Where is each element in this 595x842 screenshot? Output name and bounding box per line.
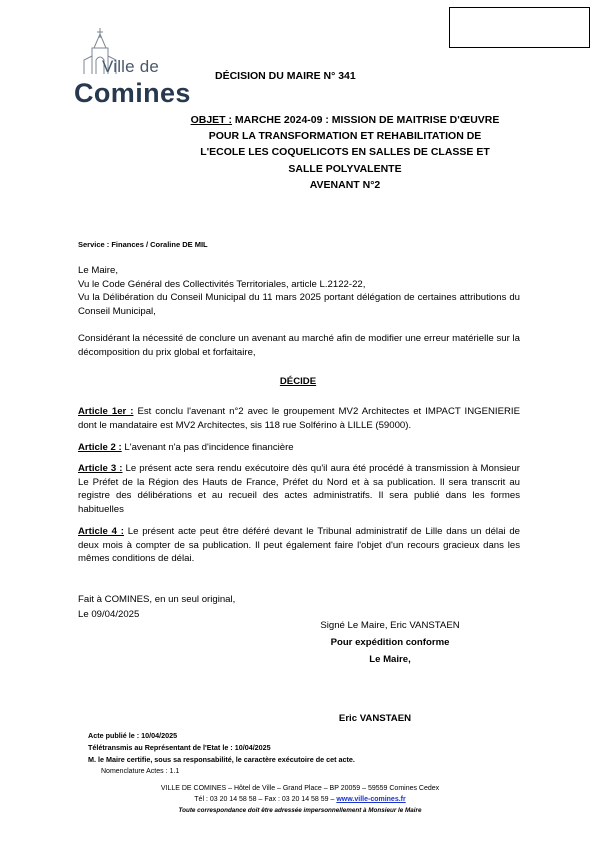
decide-heading: DÉCIDE	[279, 376, 317, 387]
objet-line-3: L'ECOLE LES COQUELICOTS EN SALLES DE CLASSE ET	[200, 146, 490, 159]
article-4-label: Article 4 :	[78, 526, 124, 537]
logo-text-comines: Comines	[74, 78, 191, 108]
acte-publie: Acte publié le : 10/04/2025	[88, 731, 178, 740]
signature-block	[290, 617, 490, 668]
certification: M. le Maire certifie, sous sa responsabilité, le caractère exécutoire de cet acte.	[88, 755, 355, 764]
website-link[interactable]: www.ville-comines.fr	[336, 796, 406, 803]
signature-pour-expedition: Pour expédition conforme	[330, 637, 450, 648]
decision-title: DÉCISION DU MAIRE N° 341	[215, 70, 356, 82]
objet-line-4: SALLE POLYVALENTE	[288, 162, 402, 175]
vu-deliberation: Vu la Délibération du Conseil Municipal du 11 mars 2025 portant délégation de certaines attributions du Conseil Municipal,	[78, 292, 520, 317]
fait-a-comines: Fait à COMINES, en un seul original,	[78, 594, 236, 605]
objet-line-2: POUR LA TRANSFORMATION ET REHABILITATION DE	[208, 130, 482, 143]
article-1: Article 1er : Est conclu l'avenant n°2 avec le groupement MV2 Architectes et IMPACT INGENIERIE dont le mandataire est MV2 Architectes, sis 118 rue Solférino à LILLE (59000).	[78, 406, 520, 431]
decision-date: Le 09/04/2025	[78, 609, 140, 620]
article-2-label: Article 2 :	[78, 442, 122, 453]
teletransmis: Télétransmis au Représentant de l'Etat le : 10/04/2025	[88, 743, 271, 752]
article-1-label: Article 1er :	[78, 406, 134, 417]
objet-block	[150, 112, 540, 193]
considerant: Considérant la nécessité de conclure un avenant au marché afin de modifier une erreur matérielle sur la décomposition du prix global et forfaitaire,	[78, 333, 520, 358]
article-3: Article 3 : Le présent acte sera rendu exécutoire dès qu'il aura été procédé à transmission à Monsieur Le Préfet de la Région des Hauts de France, Préfet du Nord et à sa publication. Il sera transcrit au registre des délibérations et au recueil des actes administratifs. Il sera publié dans les formes habituelles	[78, 463, 520, 515]
footer-address: VILLE DE COMINES – Hôtel de Ville – Grand Place – BP 20059 – 59559 Comines Cedex	[160, 785, 440, 792]
le-maire-intro: Le Maire,	[78, 265, 118, 276]
logo-text-ville: Ville de	[102, 57, 160, 76]
footer-correspondance: Toute correspondance doit être adressée impersonnellement à Monsieur le Maire	[178, 807, 422, 814]
objet-label: OBJET :	[190, 114, 233, 126]
footer-contact	[95, 795, 505, 806]
article-2: Article 2 : L'avenant n'a pas d'incidence financière	[78, 442, 294, 453]
service-line: Service : Finances / Coraline DE MIL	[78, 240, 208, 249]
vu-cgct: Vu le Code Général des Collectivités Territoriales, article L.2122-22,	[78, 279, 366, 290]
objet-line-5: AVENANT N°2	[309, 178, 381, 191]
nomenclature: Nomenclature Actes : 1.1	[101, 768, 180, 775]
city-logo	[68, 26, 191, 108]
footer-tel-fax: Tél : 03 20 14 58 58 – Fax : 03 20 14 58 59 –	[194, 796, 337, 803]
article-3-label: Article 3 :	[78, 463, 123, 474]
signature-signed: Signé Le Maire, Eric VANSTAEN	[320, 620, 460, 631]
signature-name: Eric VANSTAEN	[338, 713, 412, 724]
objet-line-1: OBJET : MARCHE 2024-09 : MISSION DE MAITRISE D'ŒUVRE	[190, 114, 500, 126]
article-4: Article 4 : Le présent acte peut être déféré devant le Tribunal administratif de Lille dans un délai de deux mois à compter de sa publication. Il peut également faire l'objet d'un recours gracieux dans les mêmes conditions de délai.	[78, 526, 520, 565]
signature-le-maire: Le Maire,	[369, 654, 411, 665]
stamp-box	[449, 7, 590, 48]
